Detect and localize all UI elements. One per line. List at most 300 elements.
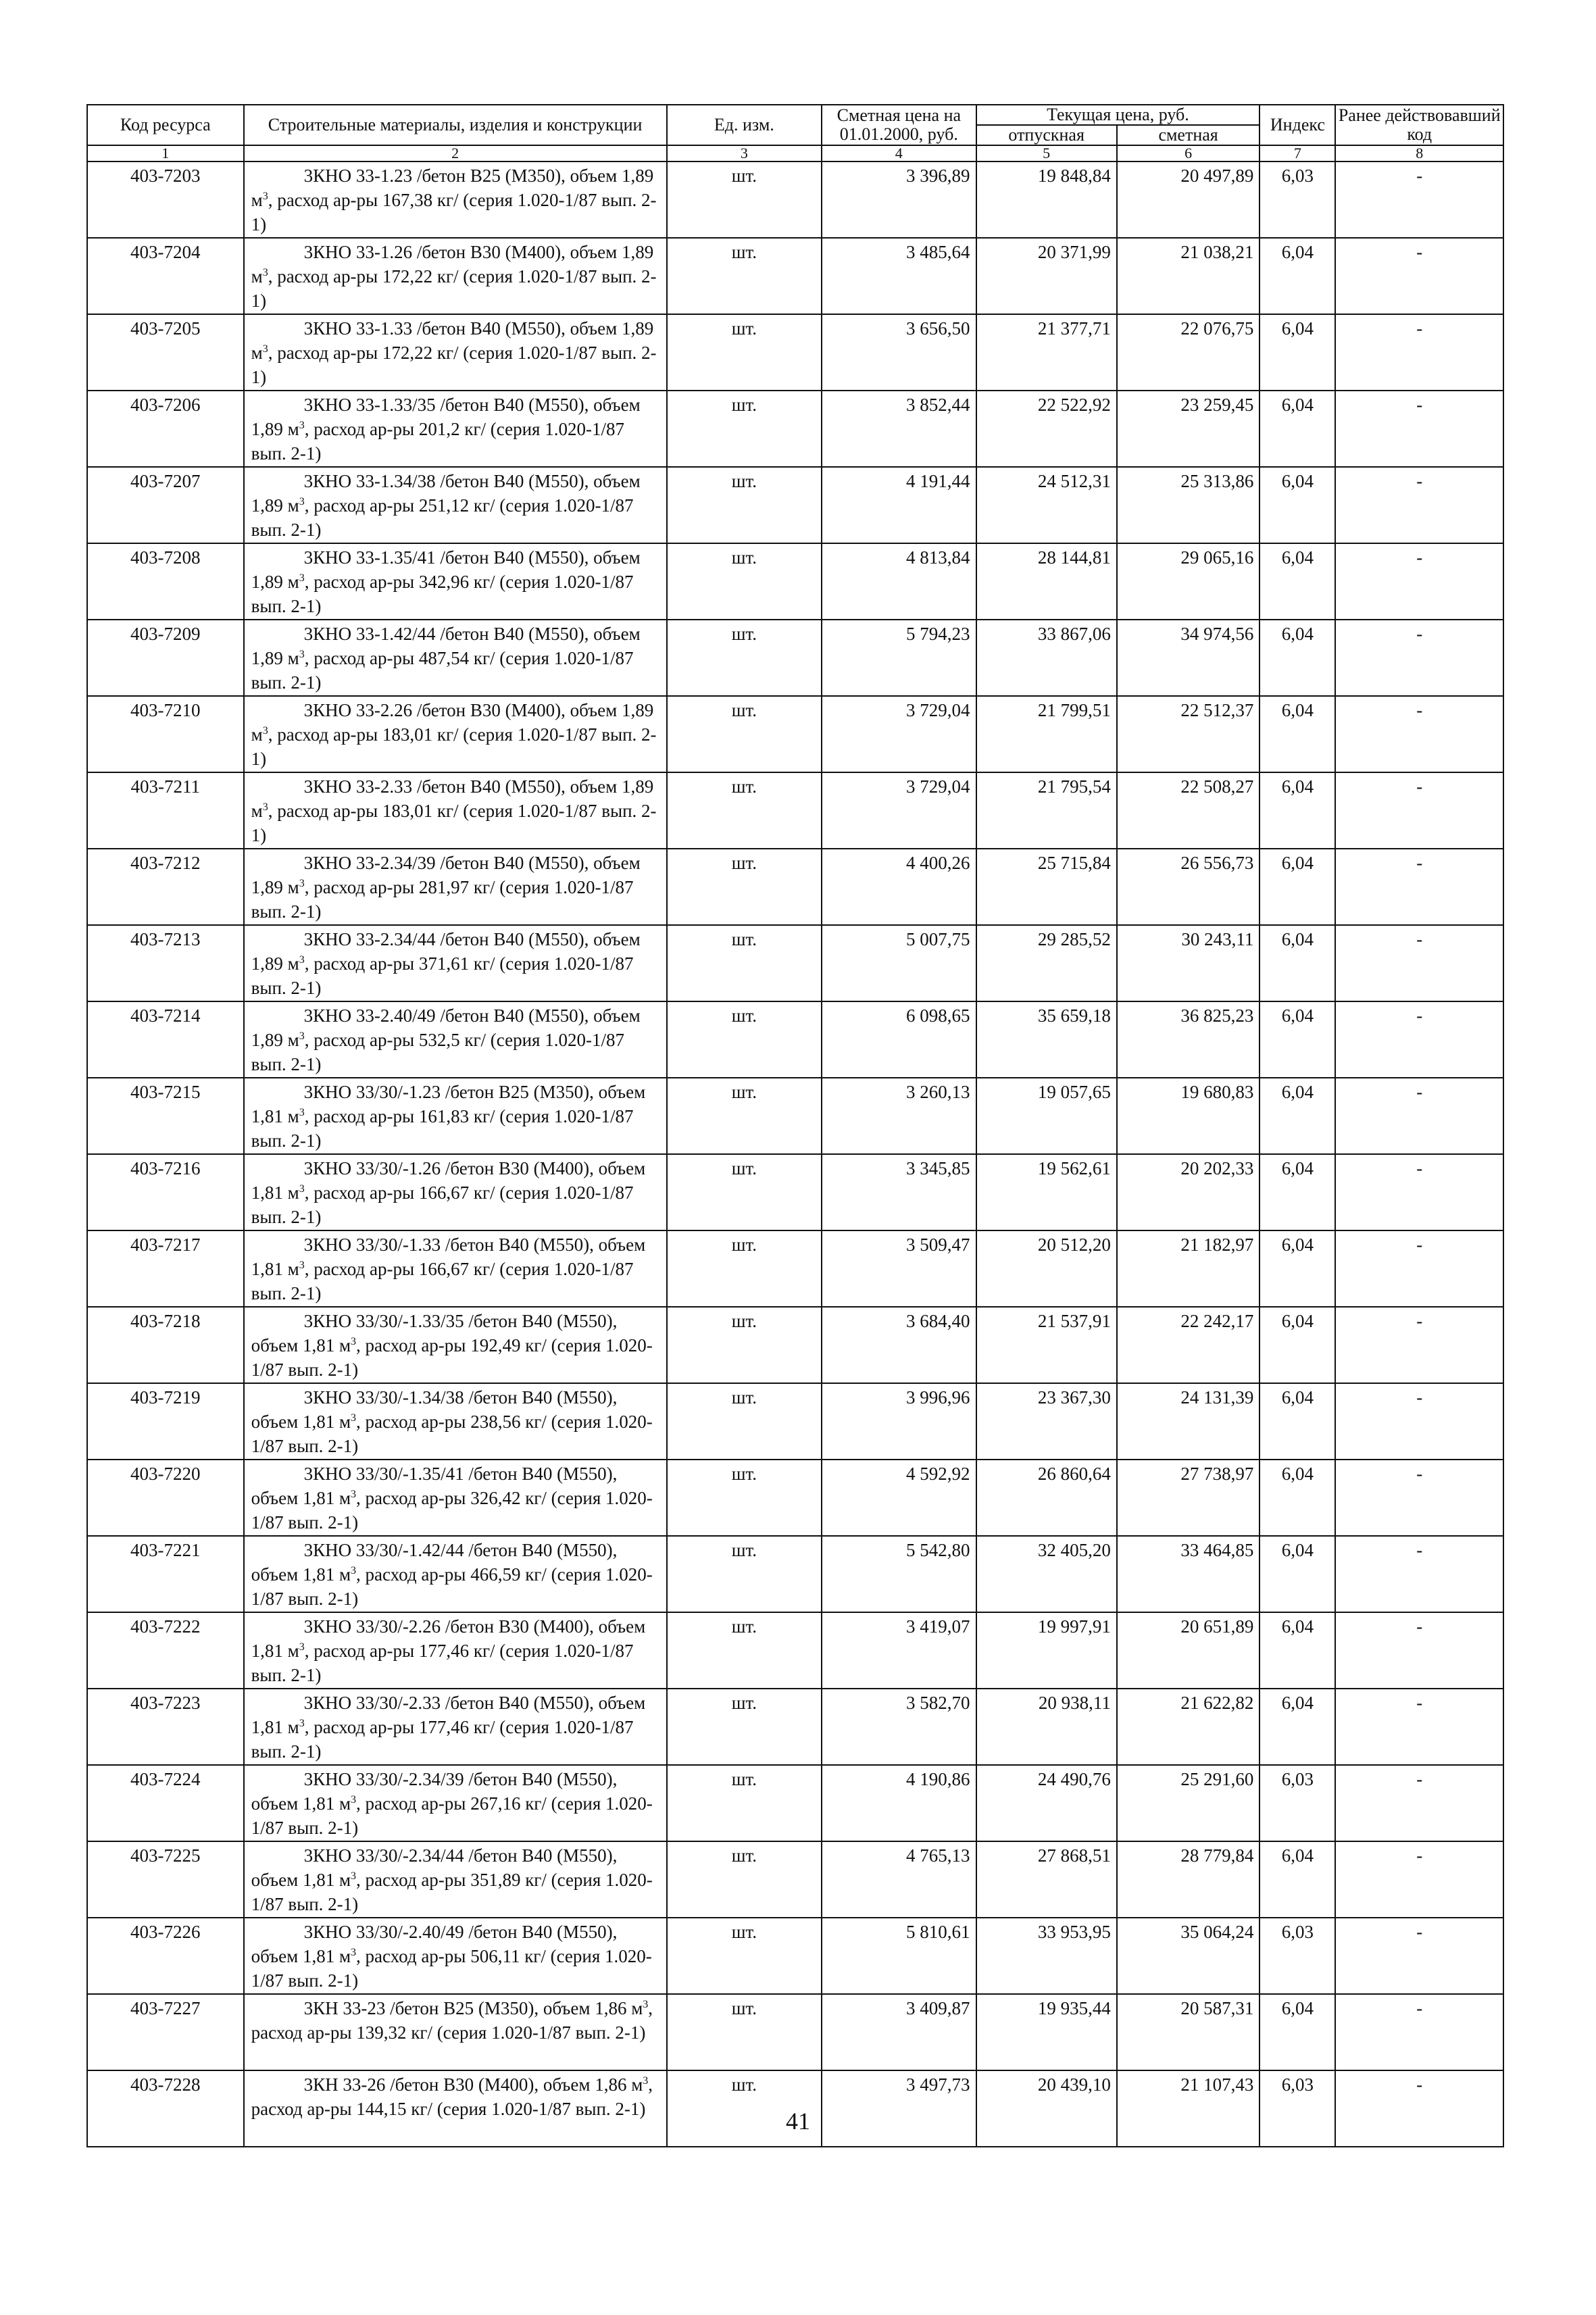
- cubic-superscript: 3: [262, 191, 268, 202]
- base-price-cell: 3 409,87: [822, 1994, 976, 2070]
- description-text-cont: , расход ар-ры 487,54 кг/ (серия 1.020-1/87 вып. 2-1): [251, 648, 634, 693]
- unit-cell: шт.: [667, 391, 822, 467]
- header-name: Строительные материалы, изделия и конструкции: [244, 105, 667, 145]
- description-text-cont: , расход ар-ры 144,15 кг/ (серия 1.020-1/87 вып. 2-1): [251, 2074, 653, 2119]
- base-price-cell: 4 190,86: [822, 1765, 976, 1841]
- estimate-price-cell: 33 464,85: [1117, 1536, 1260, 1612]
- description-text-cont: , расход ар-ры 172,22 кг/ (серия 1.020-1/87 вып. 2-1): [251, 343, 657, 387]
- column-number: 2: [244, 145, 667, 161]
- index-cell: 6,04: [1260, 1612, 1335, 1689]
- base-price-cell: 3 656,50: [822, 314, 976, 391]
- index-cell: 6,04: [1260, 391, 1335, 467]
- table-row: [87, 1918, 1503, 1994]
- estimate-price-cell: 22 508,27: [1117, 772, 1260, 849]
- material-description: [244, 1918, 667, 1994]
- description-text: 3КН 33-26 /бетон В30 (М400), объем 1,86 м: [303, 2074, 643, 2095]
- unit-cell: шт.: [667, 543, 822, 620]
- cubic-superscript: 3: [299, 1260, 305, 1271]
- index-cell: 6,04: [1260, 1001, 1335, 1078]
- cubic-superscript: 3: [262, 343, 268, 355]
- header-estimate-price: сметная: [1117, 125, 1260, 145]
- table-row: [87, 1154, 1503, 1230]
- cubic-superscript: 3: [299, 1641, 305, 1653]
- base-price-cell: 5 810,61: [822, 1918, 976, 1994]
- prev-code-cell: -: [1335, 161, 1503, 238]
- release-price-cell: 24 490,76: [976, 1765, 1117, 1841]
- base-price-cell: 6 098,65: [822, 1001, 976, 1078]
- description-text-cont: , расход ар-ры 139,32 кг/ (серия 1.020-1/87 вып. 2-1): [251, 1998, 653, 2043]
- table-row: [87, 391, 1503, 467]
- material-description: [244, 1078, 667, 1154]
- unit-cell: шт.: [667, 1994, 822, 2070]
- description-text: 3КНО 33-2.34/39 /бетон В40 (М550), объем 1,89 м: [251, 853, 641, 897]
- resource-code: 403-7213: [87, 925, 244, 1001]
- description-text-cont: , расход ар-ры 351,89 кг/ (серия 1.020-1/87 вып. 2-1): [251, 1870, 653, 1914]
- release-price-cell: 33 867,06: [976, 620, 1117, 696]
- release-price-cell: 25 715,84: [976, 849, 1117, 925]
- unit-cell: шт.: [667, 1383, 822, 1460]
- prev-code-cell: -: [1335, 620, 1503, 696]
- table-row: [87, 1994, 1503, 2070]
- base-price-cell: 3 729,04: [822, 696, 976, 772]
- table-row: [87, 314, 1503, 391]
- description-text: 3КНО 33-2.26 /бетон В30 (М400), объем 1,89 м: [251, 700, 654, 745]
- base-price-cell: 4 400,26: [822, 849, 976, 925]
- prev-code-cell: -: [1335, 1536, 1503, 1612]
- estimate-price-cell: 36 825,23: [1117, 1001, 1260, 1078]
- resource-code: 403-7211: [87, 772, 244, 849]
- table-row: [87, 620, 1503, 696]
- cubic-superscript: 3: [299, 1183, 305, 1195]
- prev-code-cell: -: [1335, 238, 1503, 314]
- resource-code: 403-7228: [87, 2070, 244, 2147]
- resource-code: 403-7204: [87, 238, 244, 314]
- release-price-cell: 19 562,61: [976, 1154, 1117, 1230]
- description-text-cont: , расход ар-ры 166,67 кг/ (серия 1.020-1/87 вып. 2-1): [251, 1183, 634, 1227]
- column-number: 6: [1117, 145, 1260, 161]
- prev-code-cell: -: [1335, 1612, 1503, 1689]
- material-description: [244, 696, 667, 772]
- index-cell: 6,04: [1260, 1383, 1335, 1460]
- unit-cell: шт.: [667, 696, 822, 772]
- release-price-cell: 24 512,31: [976, 467, 1117, 543]
- base-price-cell: 3 509,47: [822, 1230, 976, 1307]
- description-text: 3КНО 33-1.26 /бетон В30 (М400), объем 1,89 м: [251, 242, 654, 287]
- resource-code: 403-7216: [87, 1154, 244, 1230]
- resource-code: 403-7207: [87, 467, 244, 543]
- description-text-cont: , расход ар-ры 532,5 кг/ (серия 1.020-1/87 вып. 2-1): [251, 1030, 624, 1074]
- description-text: 3КНО 33/30/-2.40/49 /бетон В40 (М550), объем 1,81 м: [251, 1922, 618, 1966]
- description-text: 3КНО 33-2.34/44 /бетон В40 (М550), объем 1,89 м: [251, 929, 641, 974]
- description-text-cont: , расход ар-ры 177,46 кг/ (серия 1.020-1/87 вып. 2-1): [251, 1641, 634, 1685]
- description-text-cont: , расход ар-ры 161,83 кг/ (серия 1.020-1/87 вып. 2-1): [251, 1106, 634, 1151]
- release-price-cell: 35 659,18: [976, 1001, 1117, 1078]
- unit-cell: шт.: [667, 1689, 822, 1765]
- unit-cell: шт.: [667, 1307, 822, 1383]
- estimate-price-cell: 21 182,97: [1117, 1230, 1260, 1307]
- material-description: [244, 1307, 667, 1383]
- index-cell: 6,04: [1260, 314, 1335, 391]
- release-price-cell: 32 405,20: [976, 1536, 1117, 1612]
- material-description: [244, 620, 667, 696]
- release-price-cell: 20 938,11: [976, 1689, 1117, 1765]
- unit-cell: шт.: [667, 314, 822, 391]
- estimate-price-cell: 20 497,89: [1117, 161, 1260, 238]
- column-number: 5: [976, 145, 1117, 161]
- material-description: [244, 1230, 667, 1307]
- material-description: [244, 1765, 667, 1841]
- table-row: [87, 925, 1503, 1001]
- description-text: 3КНО 33-2.33 /бетон В40 (М550), объем 1,89 м: [251, 776, 654, 821]
- estimate-price-cell: 19 680,83: [1117, 1078, 1260, 1154]
- unit-cell: шт.: [667, 161, 822, 238]
- base-price-cell: 3 485,64: [822, 238, 976, 314]
- estimate-price-cell: 27 738,97: [1117, 1460, 1260, 1536]
- table-row: [87, 1689, 1503, 1765]
- table-row: [87, 1230, 1503, 1307]
- cubic-superscript: 3: [351, 1947, 357, 1958]
- description-text: 3КНО 33-1.33/35 /бетон В40 (М550), объем 1,89 м: [251, 395, 641, 439]
- base-price-cell: 3 396,89: [822, 161, 976, 238]
- index-cell: 6,04: [1260, 1841, 1335, 1918]
- table-row: [87, 1765, 1503, 1841]
- table-row: [87, 1460, 1503, 1536]
- unit-cell: шт.: [667, 1536, 822, 1612]
- estimate-price-cell: 20 587,31: [1117, 1994, 1260, 2070]
- description-text-cont: , расход ар-ры 342,96 кг/ (серия 1.020-1/87 вып. 2-1): [251, 572, 634, 616]
- estimate-price-cell: 22 512,37: [1117, 696, 1260, 772]
- resource-code: 403-7225: [87, 1841, 244, 1918]
- description-text: 3КНО 33-1.42/44 /бетон В40 (М550), объем 1,89 м: [251, 624, 641, 668]
- estimate-price-cell: 23 259,45: [1117, 391, 1260, 467]
- resource-code: 403-7208: [87, 543, 244, 620]
- table-row: [87, 1383, 1503, 1460]
- base-price-cell: 3 996,96: [822, 1383, 976, 1460]
- unit-cell: шт.: [667, 772, 822, 849]
- table-row: [87, 1612, 1503, 1689]
- table-row: [87, 696, 1503, 772]
- material-description: [244, 925, 667, 1001]
- prev-code-cell: -: [1335, 1460, 1503, 1536]
- index-cell: 6,04: [1260, 1307, 1335, 1383]
- description-text: 3КНО 33-2.40/49 /бетон В40 (М550), объем 1,89 м: [251, 1005, 641, 1050]
- description-text-cont: , расход ар-ры 201,2 кг/ (серия 1.020-1/87 вып. 2-1): [251, 419, 624, 464]
- index-cell: 6,04: [1260, 1154, 1335, 1230]
- description-text: 3КН 33-23 /бетон В25 (М350), объем 1,86 м: [303, 1998, 643, 2018]
- index-cell: 6,04: [1260, 925, 1335, 1001]
- column-number: 1: [87, 145, 244, 161]
- price-table: [86, 104, 1504, 2147]
- description-text-cont: , расход ар-ры 281,97 кг/ (серия 1.020-1/87 вып. 2-1): [251, 877, 634, 922]
- index-cell: 6,04: [1260, 1460, 1335, 1536]
- prev-code-cell: -: [1335, 1383, 1503, 1460]
- index-cell: 6,04: [1260, 620, 1335, 696]
- index-cell: 6,04: [1260, 1689, 1335, 1765]
- description-text: 3КНО 33/30/-1.23 /бетон В25 (М350), объем 1,81 м: [251, 1082, 646, 1126]
- unit-cell: шт.: [667, 1154, 822, 1230]
- cubic-superscript: 3: [299, 420, 305, 431]
- unit-cell: шт.: [667, 1841, 822, 1918]
- resource-code: 403-7206: [87, 391, 244, 467]
- index-cell: 6,03: [1260, 161, 1335, 238]
- unit-cell: шт.: [667, 238, 822, 314]
- prev-code-cell: -: [1335, 925, 1503, 1001]
- material-description: [244, 314, 667, 391]
- cubic-superscript: 3: [351, 1412, 357, 1424]
- table-row: [87, 238, 1503, 314]
- material-description: [244, 391, 667, 467]
- unit-cell: шт.: [667, 1765, 822, 1841]
- estimate-price-cell: 30 243,11: [1117, 925, 1260, 1001]
- prev-code-cell: -: [1335, 1307, 1503, 1383]
- prev-code-cell: -: [1335, 1994, 1503, 2070]
- description-text: 3КНО 33/30/-1.33 /бетон В40 (М550), объем 1,81 м: [251, 1235, 646, 1279]
- prev-code-cell: -: [1335, 1230, 1503, 1307]
- index-cell: 6,04: [1260, 1078, 1335, 1154]
- prev-code-cell: -: [1335, 543, 1503, 620]
- table-row: [87, 772, 1503, 849]
- release-price-cell: 21 537,91: [976, 1307, 1117, 1383]
- estimate-price-cell: 22 076,75: [1117, 314, 1260, 391]
- index-cell: 6,04: [1260, 696, 1335, 772]
- description-text: 3КНО 33/30/-1.35/41 /бетон В40 (М550), объем 1,81 м: [251, 1464, 618, 1508]
- index-cell: 6,04: [1260, 467, 1335, 543]
- resource-code: 403-7220: [87, 1460, 244, 1536]
- description-text: 3КНО 33/30/-2.34/39 /бетон В40 (М550), объем 1,81 м: [251, 1769, 618, 1814]
- base-price-cell: 3 419,07: [822, 1612, 976, 1689]
- base-price-cell: 3 260,13: [822, 1078, 976, 1154]
- release-price-cell: 23 367,30: [976, 1383, 1117, 1460]
- resource-code: 403-7210: [87, 696, 244, 772]
- material-description: [244, 772, 667, 849]
- material-description: [244, 161, 667, 238]
- base-price-cell: 4 191,44: [822, 467, 976, 543]
- table-row: [87, 1841, 1503, 1918]
- prev-code-cell: -: [1335, 849, 1503, 925]
- material-description: [244, 849, 667, 925]
- base-price-cell: 4 765,13: [822, 1841, 976, 1918]
- cubic-superscript: 3: [299, 496, 305, 507]
- description-text: 3КНО 33/30/-1.33/35 /бетон В40 (М550), объем 1,81 м: [251, 1311, 618, 1355]
- description-text: 3КНО 33/30/-2.33 /бетон В40 (М550), объем 1,81 м: [251, 1693, 646, 1737]
- header-index: Индекс: [1260, 105, 1335, 145]
- unit-cell: шт.: [667, 925, 822, 1001]
- prev-code-cell: -: [1335, 314, 1503, 391]
- unit-cell: шт.: [667, 1918, 822, 1994]
- base-price-cell: 3 345,85: [822, 1154, 976, 1230]
- release-price-cell: 21 799,51: [976, 696, 1117, 772]
- prev-code-cell: -: [1335, 2070, 1503, 2147]
- index-cell: 6,04: [1260, 1230, 1335, 1307]
- cubic-superscript: 3: [262, 267, 268, 278]
- unit-cell: шт.: [667, 620, 822, 696]
- prev-code-cell: -: [1335, 696, 1503, 772]
- description-text-cont: , расход ар-ры 192,49 кг/ (серия 1.020-1/87 вып. 2-1): [251, 1335, 653, 1380]
- cubic-superscript: 3: [299, 1030, 305, 1042]
- resource-code: 403-7219: [87, 1383, 244, 1460]
- table-row: [87, 1307, 1503, 1383]
- prev-code-cell: -: [1335, 1765, 1503, 1841]
- cubic-superscript: 3: [299, 878, 305, 889]
- release-price-cell: 33 953,95: [976, 1918, 1117, 1994]
- header-base-price: Сметная цена на 01.01.2000, руб.: [822, 105, 976, 145]
- description-text: 3КНО 33-1.34/38 /бетон В40 (М550), объем 1,89 м: [251, 471, 641, 516]
- description-text: 3КНО 33-1.23 /бетон В25 (М350), объем 1,89 м: [251, 166, 654, 210]
- cubic-superscript: 3: [351, 1794, 357, 1806]
- description-text: 3КНО 33/30/-1.42/44 /бетон В40 (М550), объем 1,81 м: [251, 1540, 618, 1585]
- description-text-cont: , расход ар-ры 466,59 кг/ (серия 1.020-1/87 вып. 2-1): [251, 1564, 653, 1609]
- header-code: Код ресурса: [87, 105, 244, 145]
- cubic-superscript: 3: [299, 649, 305, 660]
- cubic-superscript: 3: [299, 1718, 305, 1729]
- release-price-cell: 27 868,51: [976, 1841, 1117, 1918]
- column-number: 3: [667, 145, 822, 161]
- release-price-cell: 20 512,20: [976, 1230, 1117, 1307]
- material-description: [244, 543, 667, 620]
- resource-code: 403-7221: [87, 1536, 244, 1612]
- column-number: 8: [1335, 145, 1503, 161]
- header-current-price: Текущая цена, руб.: [976, 105, 1260, 125]
- index-cell: 6,04: [1260, 1994, 1335, 2070]
- index-cell: 6,04: [1260, 1536, 1335, 1612]
- estimate-price-cell: 21 038,21: [1117, 238, 1260, 314]
- description-text-cont: , расход ар-ры 267,16 кг/ (серия 1.020-1/87 вып. 2-1): [251, 1793, 653, 1838]
- description-text: 3КНО 33/30/-1.26 /бетон В30 (М400), объем 1,81 м: [251, 1158, 646, 1203]
- resource-code: 403-7218: [87, 1307, 244, 1383]
- estimate-price-cell: 20 202,33: [1117, 1154, 1260, 1230]
- release-price-cell: 22 522,92: [976, 391, 1117, 467]
- resource-code: 403-7226: [87, 1918, 244, 1994]
- unit-cell: шт.: [667, 1001, 822, 1078]
- release-price-cell: 19 935,44: [976, 1994, 1117, 2070]
- table-row: [87, 1536, 1503, 1612]
- cubic-superscript: 3: [299, 954, 305, 966]
- unit-cell: шт.: [667, 849, 822, 925]
- description-text: 3КНО 33/30/-2.34/44 /бетон В40 (М550), объем 1,81 м: [251, 1845, 618, 1890]
- material-description: [244, 1001, 667, 1078]
- estimate-price-cell: 21 622,82: [1117, 1689, 1260, 1765]
- table-row: [87, 161, 1503, 238]
- material-description: [244, 1460, 667, 1536]
- prev-code-cell: -: [1335, 1078, 1503, 1154]
- estimate-price-cell: 25 291,60: [1117, 1765, 1260, 1841]
- material-description: [244, 467, 667, 543]
- header-release-price: отпускная: [976, 125, 1117, 145]
- base-price-cell: 5 007,75: [822, 925, 976, 1001]
- prev-code-cell: -: [1335, 1918, 1503, 1994]
- table-row: [87, 467, 1503, 543]
- price-table-sheet: [86, 104, 1504, 2147]
- estimate-price-cell: 24 131,39: [1117, 1383, 1260, 1460]
- index-cell: 6,04: [1260, 849, 1335, 925]
- unit-cell: шт.: [667, 1460, 822, 1536]
- description-text-cont: , расход ар-ры 506,11 кг/ (серия 1.020-1/87 вып. 2-1): [251, 1946, 652, 1991]
- resource-code: 403-7222: [87, 1612, 244, 1689]
- prev-code-cell: -: [1335, 772, 1503, 849]
- resource-code: 403-7212: [87, 849, 244, 925]
- base-price-cell: 3 684,40: [822, 1307, 976, 1383]
- estimate-price-cell: 28 779,84: [1117, 1841, 1260, 1918]
- prev-code-cell: -: [1335, 1689, 1503, 1765]
- description-text-cont: , расход ар-ры 183,01 кг/ (серия 1.020-1/87 вып. 2-1): [251, 724, 657, 769]
- material-description: [244, 1689, 667, 1765]
- cubic-superscript: 3: [262, 801, 268, 813]
- prev-code-cell: -: [1335, 467, 1503, 543]
- base-price-cell: 5 542,80: [822, 1536, 976, 1612]
- table-row: [87, 1001, 1503, 1078]
- material-description: [244, 1994, 667, 2070]
- base-price-cell: 3 729,04: [822, 772, 976, 849]
- resource-code: 403-7205: [87, 314, 244, 391]
- description-text-cont: , расход ар-ры 238,56 кг/ (серия 1.020-1/87 вып. 2-1): [251, 1412, 653, 1456]
- cubic-superscript: 3: [351, 1565, 357, 1576]
- base-price-cell: 4 813,84: [822, 543, 976, 620]
- base-price-cell: 5 794,23: [822, 620, 976, 696]
- release-price-cell: 21 377,71: [976, 314, 1117, 391]
- estimate-price-cell: 29 065,16: [1117, 543, 1260, 620]
- estimate-price-cell: 22 242,17: [1117, 1307, 1260, 1383]
- index-cell: 6,03: [1260, 2070, 1335, 2147]
- cubic-superscript: 3: [643, 2075, 649, 2087]
- estimate-price-cell: 26 556,73: [1117, 849, 1260, 925]
- resource-code: 403-7203: [87, 161, 244, 238]
- description-text: 3КНО 33/30/-2.26 /бетон В30 (М400), объем 1,81 м: [251, 1616, 646, 1661]
- base-price-cell: 3 582,70: [822, 1689, 976, 1765]
- release-price-cell: 20 439,10: [976, 2070, 1117, 2147]
- unit-cell: шт.: [667, 1612, 822, 1689]
- estimate-price-cell: 21 107,43: [1117, 2070, 1260, 2147]
- table-row: [87, 849, 1503, 925]
- description-text-cont: , расход ар-ры 172,22 кг/ (серия 1.020-1/87 вып. 2-1): [251, 266, 657, 311]
- description-text-cont: , расход ар-ры 371,61 кг/ (серия 1.020-1/87 вып. 2-1): [251, 953, 634, 998]
- unit-cell: шт.: [667, 2070, 822, 2147]
- description-text-cont: , расход ар-ры 251,12 кг/ (серия 1.020-1/87 вып. 2-1): [251, 495, 634, 540]
- prev-code-cell: -: [1335, 1001, 1503, 1078]
- prev-code-cell: -: [1335, 1841, 1503, 1918]
- resource-code: 403-7227: [87, 1994, 244, 2070]
- release-price-cell: 19 057,65: [976, 1078, 1117, 1154]
- table-row: [87, 1078, 1503, 1154]
- table-body: [87, 161, 1503, 2147]
- resource-code: 403-7214: [87, 1001, 244, 1078]
- resource-code: 403-7223: [87, 1689, 244, 1765]
- unit-cell: шт.: [667, 1078, 822, 1154]
- base-price-cell: 3 852,44: [822, 391, 976, 467]
- header-prev-code: Ранее действовавший код: [1335, 105, 1503, 145]
- description-text-cont: , расход ар-ры 326,42 кг/ (серия 1.020-1/87 вып. 2-1): [251, 1488, 653, 1533]
- release-price-cell: 19 848,84: [976, 161, 1117, 238]
- material-description: [244, 1612, 667, 1689]
- index-cell: 6,04: [1260, 772, 1335, 849]
- index-cell: 6,04: [1260, 543, 1335, 620]
- base-price-cell: 3 497,73: [822, 2070, 976, 2147]
- resource-code: 403-7224: [87, 1765, 244, 1841]
- index-cell: 6,03: [1260, 1765, 1335, 1841]
- material-description: [244, 1841, 667, 1918]
- release-price-cell: 20 371,99: [976, 238, 1117, 314]
- estimate-price-cell: 34 974,56: [1117, 620, 1260, 696]
- description-text: 3КНО 33-1.33 /бетон В40 (М550), объем 1,89 м: [251, 318, 654, 363]
- release-price-cell: 26 860,64: [976, 1460, 1117, 1536]
- resource-code: 403-7217: [87, 1230, 244, 1307]
- material-description: [244, 1383, 667, 1460]
- release-price-cell: 21 795,54: [976, 772, 1117, 849]
- description-text-cont: , расход ар-ры 166,67 кг/ (серия 1.020-1/87 вып. 2-1): [251, 1259, 634, 1303]
- unit-cell: шт.: [667, 1230, 822, 1307]
- header-unit: Ед. изм.: [667, 105, 822, 145]
- estimate-price-cell: 20 651,89: [1117, 1612, 1260, 1689]
- release-price-cell: 28 144,81: [976, 543, 1117, 620]
